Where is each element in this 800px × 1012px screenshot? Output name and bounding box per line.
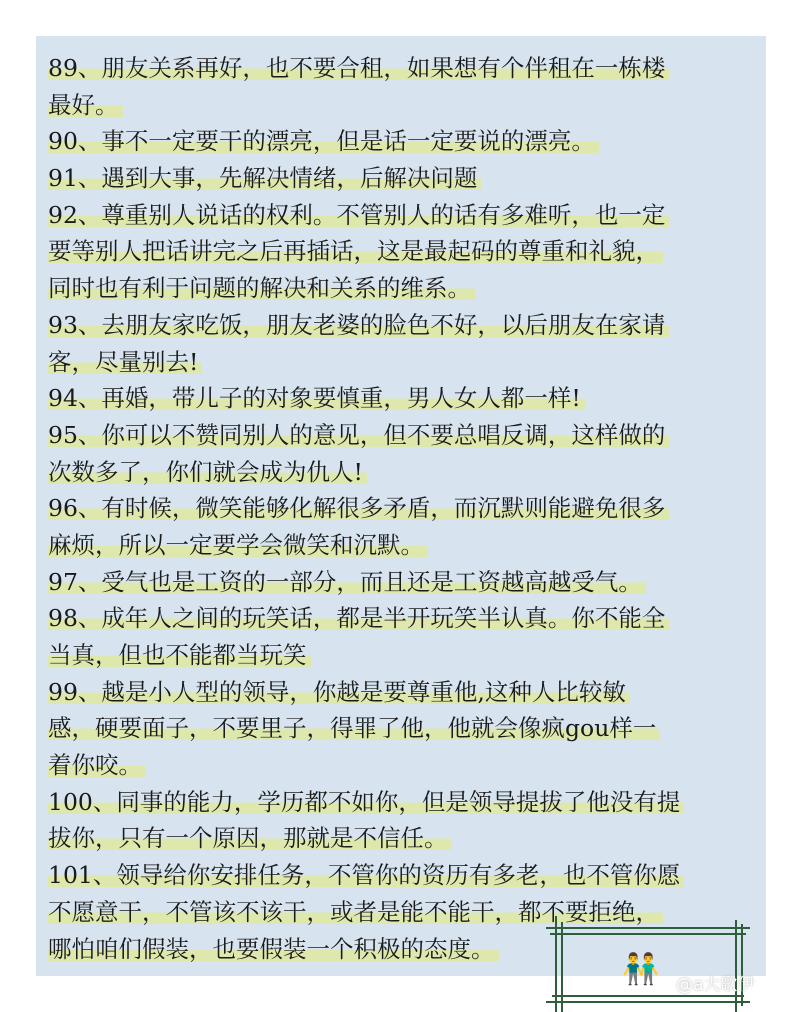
text-line: 同时也有利于问题的解决和关系的维系。 [48, 270, 748, 307]
text-line: 95、你可以不赞同别人的意见，但不要总唱反调，这样做的 [48, 417, 748, 454]
text-line: 97、受气也是工资的一部分，而且还是工资越高越受气。 [48, 564, 748, 601]
text-line: 不愿意干，不管该不该干，或者是能不能干，都不要拒绝， [48, 894, 748, 931]
text-line: 当真，但也不能都当玩笑 [48, 637, 748, 674]
watermark: @a大歌伊 [676, 975, 755, 995]
text-line: 91、遇到大事，先解决情绪，后解决问题 [48, 160, 748, 197]
text-line: 90、事不一定要干的漂亮，但是话一定要说的漂亮。 [48, 123, 748, 160]
text-line: 98、成年人之间的玩笑话，都是半开玩笑半认真。你不能全 [48, 600, 748, 637]
text-line: 次数多了，你们就会成为仇人! [48, 454, 748, 491]
text-line: 客，尽量别去! [48, 344, 748, 381]
text-line: 哪怕咱们假装，也要假装一个积极的态度。 [48, 931, 748, 968]
text-line: 101、领导给你安排任务，不管你的资历有多老，也不管你愿 [48, 857, 748, 894]
text-line: 最好。 [48, 87, 748, 124]
text-line: 拔你，只有一个原因，那就是不信任。 [48, 820, 748, 857]
text-line: 99、越是小人型的领导，你越是要尊重他,这种人比较敏 [48, 674, 748, 711]
text-line: 要等别人把话讲完之后再插话，这是最起码的尊重和礼貌， [48, 233, 748, 270]
text-line: 94、再婚，带儿子的对象要慎重，男人女人都一样! [48, 380, 748, 417]
text-line: 麻烦，所以一定要学会微笑和沉默。 [48, 527, 748, 564]
text-line: 100、同事的能力，学历都不如你，但是领导提拔了他没有提 [48, 784, 748, 821]
text-line: 93、去朋友家吃饭，朋友老婆的脸色不好，以后朋友在家请 [48, 307, 748, 344]
two-men-icon: 👬 [622, 952, 660, 987]
text-line: 92、尊重别人说话的权利。不管别人的话有多难听，也一定 [48, 197, 748, 234]
text-line: 着你咬。 [48, 747, 748, 784]
text-body [48, 50, 748, 967]
text-line: 96、有时候，微笑能够化解很多矛盾，而沉默则能避免很多 [48, 490, 748, 527]
text-line: 感，硬要面子，不要里子，得罪了他，他就会像疯gou样一 [48, 710, 748, 747]
text-line: 89、朋友关系再好，也不要合租，如果想有个伴租在一栋楼 [48, 50, 748, 87]
